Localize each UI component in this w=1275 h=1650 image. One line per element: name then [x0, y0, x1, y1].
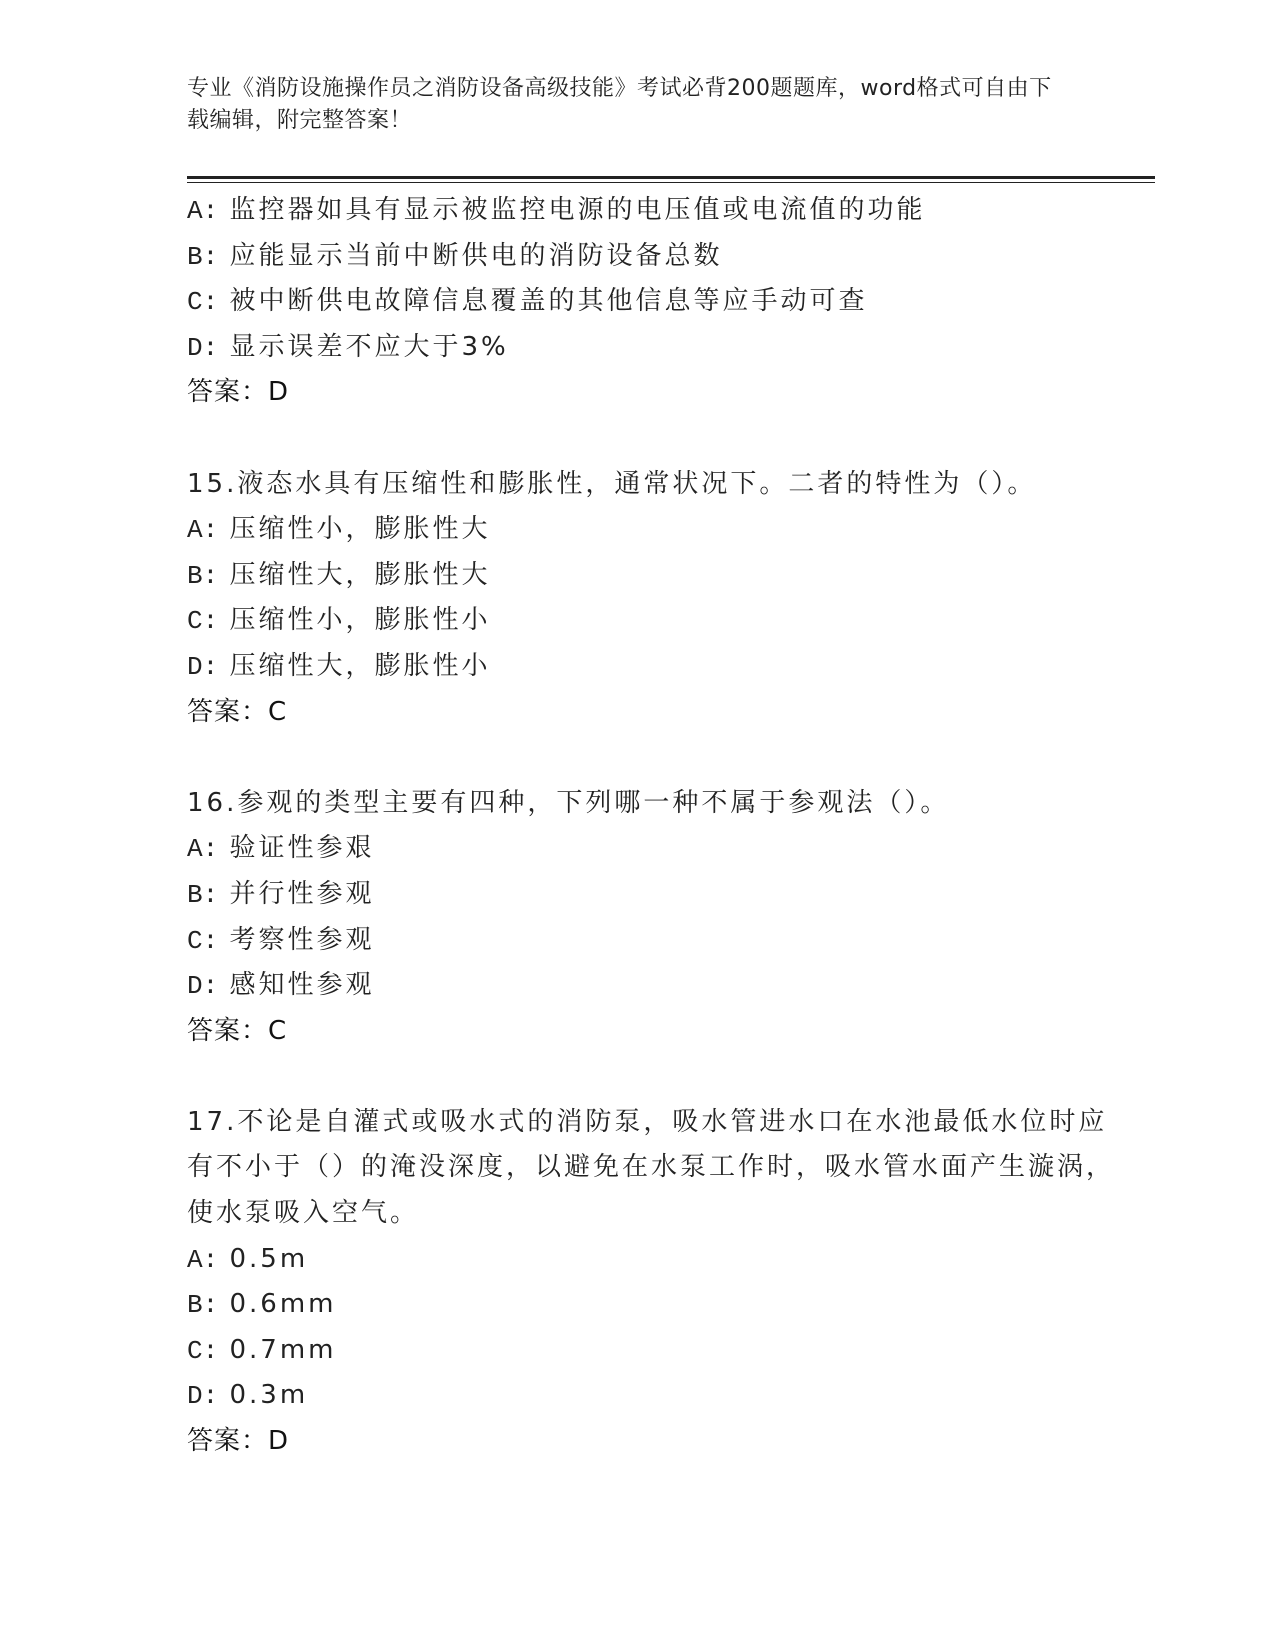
option-letter: D:: [187, 971, 219, 1002]
option-text: 验证性参艰: [229, 833, 375, 864]
option-b: [187, 872, 1117, 918]
option-b: [187, 234, 1117, 280]
option-a: [187, 826, 1117, 872]
option-text: 0.6mm: [229, 1289, 337, 1320]
answer-line: 答案：D: [187, 1426, 290, 1457]
spacer: [187, 416, 1117, 462]
option-text: 压缩性大，膨胀性大: [229, 559, 491, 590]
option-text: 被中断供电故障信息覆盖的其他信息等应手动可查: [229, 286, 868, 317]
question-stem: 17.不论是自灌式或吸水式的消防泵，吸水管进水口在水池最低水位时应有不小于（）的淹没深度，以避免在水泵工作时，吸水管水面产生漩涡，使水泵吸入空气。: [187, 1106, 1116, 1229]
header-divider-thin: [187, 182, 1155, 183]
option-d: [187, 644, 1117, 690]
option-a: [187, 1237, 1117, 1283]
option-d: [187, 325, 1117, 371]
option-letter: C:: [187, 606, 219, 637]
option-d: [187, 1373, 1117, 1419]
question-stem: 15.液态水具有压缩性和膨胀性，通常状况下。二者的特性为（）。: [187, 468, 1037, 499]
option-text: 显示误差不应大于3%: [229, 331, 509, 362]
option-text: 0.3m: [229, 1380, 309, 1411]
option-letter: D:: [187, 1381, 219, 1412]
question-block-15: [187, 462, 1117, 736]
option-text: 压缩性小，膨胀性小: [229, 605, 491, 636]
answer-line: 答案：D: [187, 377, 290, 408]
option-c: [187, 918, 1117, 964]
option-c: [187, 598, 1117, 644]
option-text: 监控器如具有显示被监控电源的电压值或电流值的功能: [229, 195, 926, 225]
option-text: 压缩性大，膨胀性小: [229, 650, 491, 681]
option-a: [187, 507, 1117, 553]
option-text: 应能显示当前中断供电的消防设备总数: [229, 240, 723, 271]
question-block-16: [187, 781, 1117, 1055]
option-text: 0.7mm: [229, 1334, 337, 1365]
option-c: [187, 279, 1117, 325]
option-letter: B:: [187, 1290, 219, 1321]
question-block-partial: [187, 188, 1117, 416]
option-letter: A:: [187, 196, 219, 226]
option-b: [187, 553, 1117, 599]
option-letter: B:: [187, 879, 219, 910]
option-text: 考察性参观: [229, 924, 375, 955]
spacer: [187, 1054, 1117, 1100]
option-d: [187, 963, 1117, 1009]
option-letter: A:: [187, 515, 219, 546]
option-text: 并行性参观: [229, 878, 375, 909]
answer-line: 答案：C: [187, 696, 288, 727]
header-divider-thick: [187, 176, 1155, 179]
option-a: [187, 188, 1117, 234]
question-block-17: [187, 1100, 1117, 1465]
option-b: [187, 1282, 1117, 1328]
question-stem: 16.参观的类型主要有四种，下列哪一种不属于参观法（）。: [187, 787, 950, 818]
spacer: [187, 735, 1117, 781]
option-letter: A:: [187, 834, 219, 865]
answer-line: 答案：C: [187, 1015, 288, 1046]
option-letter: C:: [187, 1335, 219, 1366]
option-letter: D:: [187, 651, 219, 682]
document-header: 专业《消防设施操作员之消防设备高级技能》考试必背200题题库，word格式可自由下载编辑，附完整答案！: [187, 76, 1052, 133]
option-letter: B:: [187, 241, 219, 272]
question-list: [187, 188, 1117, 1465]
option-letter: A:: [187, 1244, 219, 1275]
option-letter: C:: [187, 287, 219, 318]
option-letter: D:: [187, 332, 219, 363]
option-text: 压缩性小，膨胀性大: [229, 514, 491, 545]
option-letter: C:: [187, 925, 219, 956]
option-letter: B:: [187, 560, 219, 591]
option-text: 0.5m: [229, 1243, 309, 1274]
option-c: [187, 1328, 1117, 1374]
option-text: 感知性参观: [229, 970, 375, 1001]
